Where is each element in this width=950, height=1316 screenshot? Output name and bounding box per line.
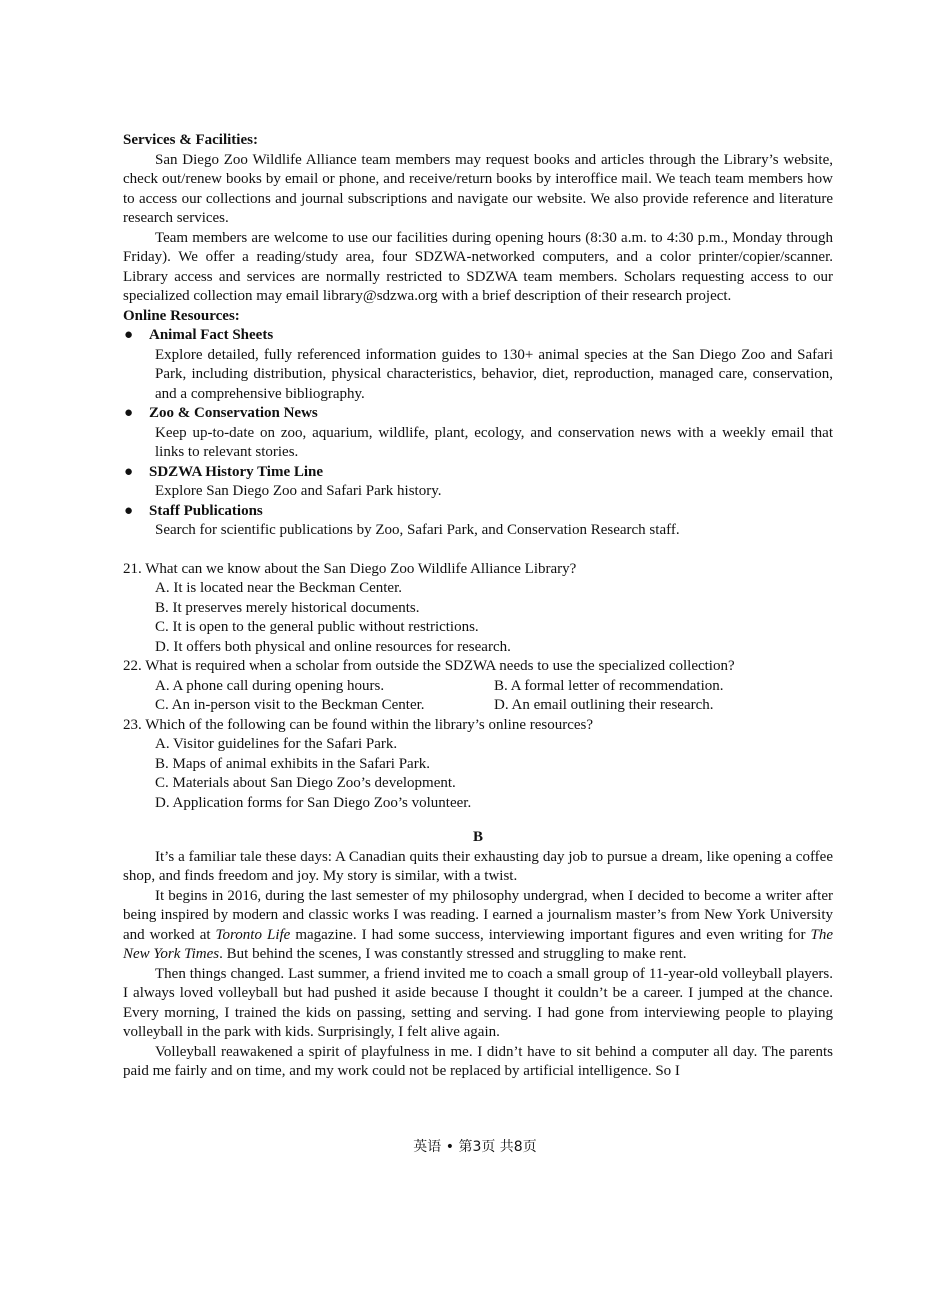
question-23 xyxy=(123,716,833,814)
resource-item xyxy=(123,502,833,522)
option-d: D. It offers both physical and online resources for research. xyxy=(155,638,511,655)
online-resources-heading: Online Resources: xyxy=(123,307,240,324)
option-row xyxy=(123,677,833,697)
option-a: A. A phone call during opening hours. xyxy=(155,677,385,694)
option-row xyxy=(123,696,833,716)
question-22 xyxy=(123,657,833,716)
option-b: B. A formal letter of recommendation. xyxy=(494,677,724,694)
passage-b-paragraph-3: Then things changed. Last summer, a friend invited me to coach a small group of 11-year-old volleyball players. I always loved volleyball but had pushed it aside because I thought it couldn’t be a career. I jumped at the chance. Every morning, I trained the kids on passing, setting and serving. I had gone from interviewing people to playing volleyball in the park with kids. Surprisingly, I felt alive again. xyxy=(123,965,833,1040)
resource-title: Staff Publications xyxy=(149,502,263,519)
page-footer: 英语 • 第3页 共8页 xyxy=(413,1139,537,1155)
text-run: It begins in 2016, during the last semester of my philosophy undergrad, when I decided to become a writer after being inspired by modern and classic works I was reading. I earned a journalism master’s from New York University and worked at xyxy=(123,887,833,943)
option-a: A. It is located near the Beckman Center. xyxy=(155,580,402,596)
option-c: C. Materials about San Diego Zoo’s development. xyxy=(155,775,456,791)
bullet-icon: ● xyxy=(124,405,134,421)
resource-item xyxy=(123,463,833,483)
newspaper-title: The New York Times xyxy=(123,926,833,962)
option-c: C. An in-person visit to the Beckman Center. xyxy=(155,697,425,713)
option-c: C. It is open to the general public without restrictions. xyxy=(155,619,479,635)
option-d: D. Application forms for San Diego Zoo’s volunteer. xyxy=(155,794,472,811)
passage-b-paragraph-2 xyxy=(123,887,833,965)
section-letter: B xyxy=(472,829,483,845)
question-stem: 22. What is required when a scholar from outside the SDZWA needs to use the specialized collection? xyxy=(123,658,735,674)
resource-title: SDZWA History Time Line xyxy=(149,463,324,480)
question-21 xyxy=(123,560,833,658)
resource-item xyxy=(123,326,833,346)
option-a: A. Visitor guidelines for the Safari Park. xyxy=(155,736,398,752)
text-run: . But behind the scenes, I was constantly stressed and struggling to make rent. xyxy=(219,946,687,962)
resource-body: Search for scientific publications by Zoo, Safari Park, and Conservation Research staff. xyxy=(155,522,680,538)
bullet-icon: ● xyxy=(124,463,134,480)
passage-b-paragraph-4: Volleyball reawakened a spirit of playfulness in me. I didn’t have to sit behind a computer all day. The parents paid me fairly and on time, and my work could not be replaced by artificial intelligence. So I xyxy=(123,1043,833,1079)
option-b: B. It preserves merely historical documents. xyxy=(155,599,420,616)
services-paragraph-1: San Diego Zoo Wildlife Alliance team members may request books and articles through the Library’s website, check out/renew books by email or phone, and receive/return books by interoffice mail. We teach team members how to access our collections and journal subscriptions and navigate our website. We also provide reference and literature research services. xyxy=(123,151,833,226)
question-stem: 23. Which of the following can be found within the library’s online resources? xyxy=(123,716,594,733)
services-paragraph-2: Team members are welcome to use our facilities during opening hours (8:30 a.m. to 4:30 p.m., Monday through Friday). We offer a reading/study area, four SDZWA-networked computers, and a color printer/copier/scanner. Library access and services are normally restricted to SDZWA team members. Scholars requesting access to our specialized collection may email library@sdzwa.org with a brief description of their research project. xyxy=(123,229,833,304)
page-content xyxy=(123,131,833,1082)
bullet-icon: ● xyxy=(124,327,134,343)
text-run: magazine. I had some success, interviewing important figures and even writing for xyxy=(290,926,811,943)
option-d: D. An email outlining their research. xyxy=(494,697,714,713)
option-b: B. Maps of animal exhibits in the Safari Park. xyxy=(155,755,430,772)
magazine-title: Toronto Life xyxy=(215,926,291,943)
question-stem: 21. What can we know about the San Diego Zoo Wildlife Alliance Library? xyxy=(123,560,577,577)
resource-item xyxy=(123,404,833,424)
resource-title: Zoo & Conservation News xyxy=(149,405,318,421)
resource-title: Animal Fact Sheets xyxy=(149,327,274,343)
bullet-icon: ● xyxy=(124,502,134,519)
resource-body: Explore detailed, fully referenced information guides to 130+ animal species at the San Diego Zoo and Safari Park, including distribution, physical characteristics, behavior, diet, reproduction, managed care, conservation, and a comprehensive bibliography. xyxy=(155,346,833,402)
resource-body: Keep up-to-date on zoo, aquarium, wildlife, plant, ecology, and conservation news with a weekly email that links to relevant stories. xyxy=(155,424,833,460)
spacer xyxy=(123,541,833,560)
resource-body: Explore San Diego Zoo and Safari Park history. xyxy=(155,483,442,499)
passage-b-paragraph-1: It’s a familiar tale these days: A Canadian quits their exhausting day job to pursue a dream, like opening a coffee shop, and finds freedom and joy. My story is similar, with a twist. xyxy=(123,848,833,884)
services-heading: Services & Facilities: xyxy=(123,132,258,148)
